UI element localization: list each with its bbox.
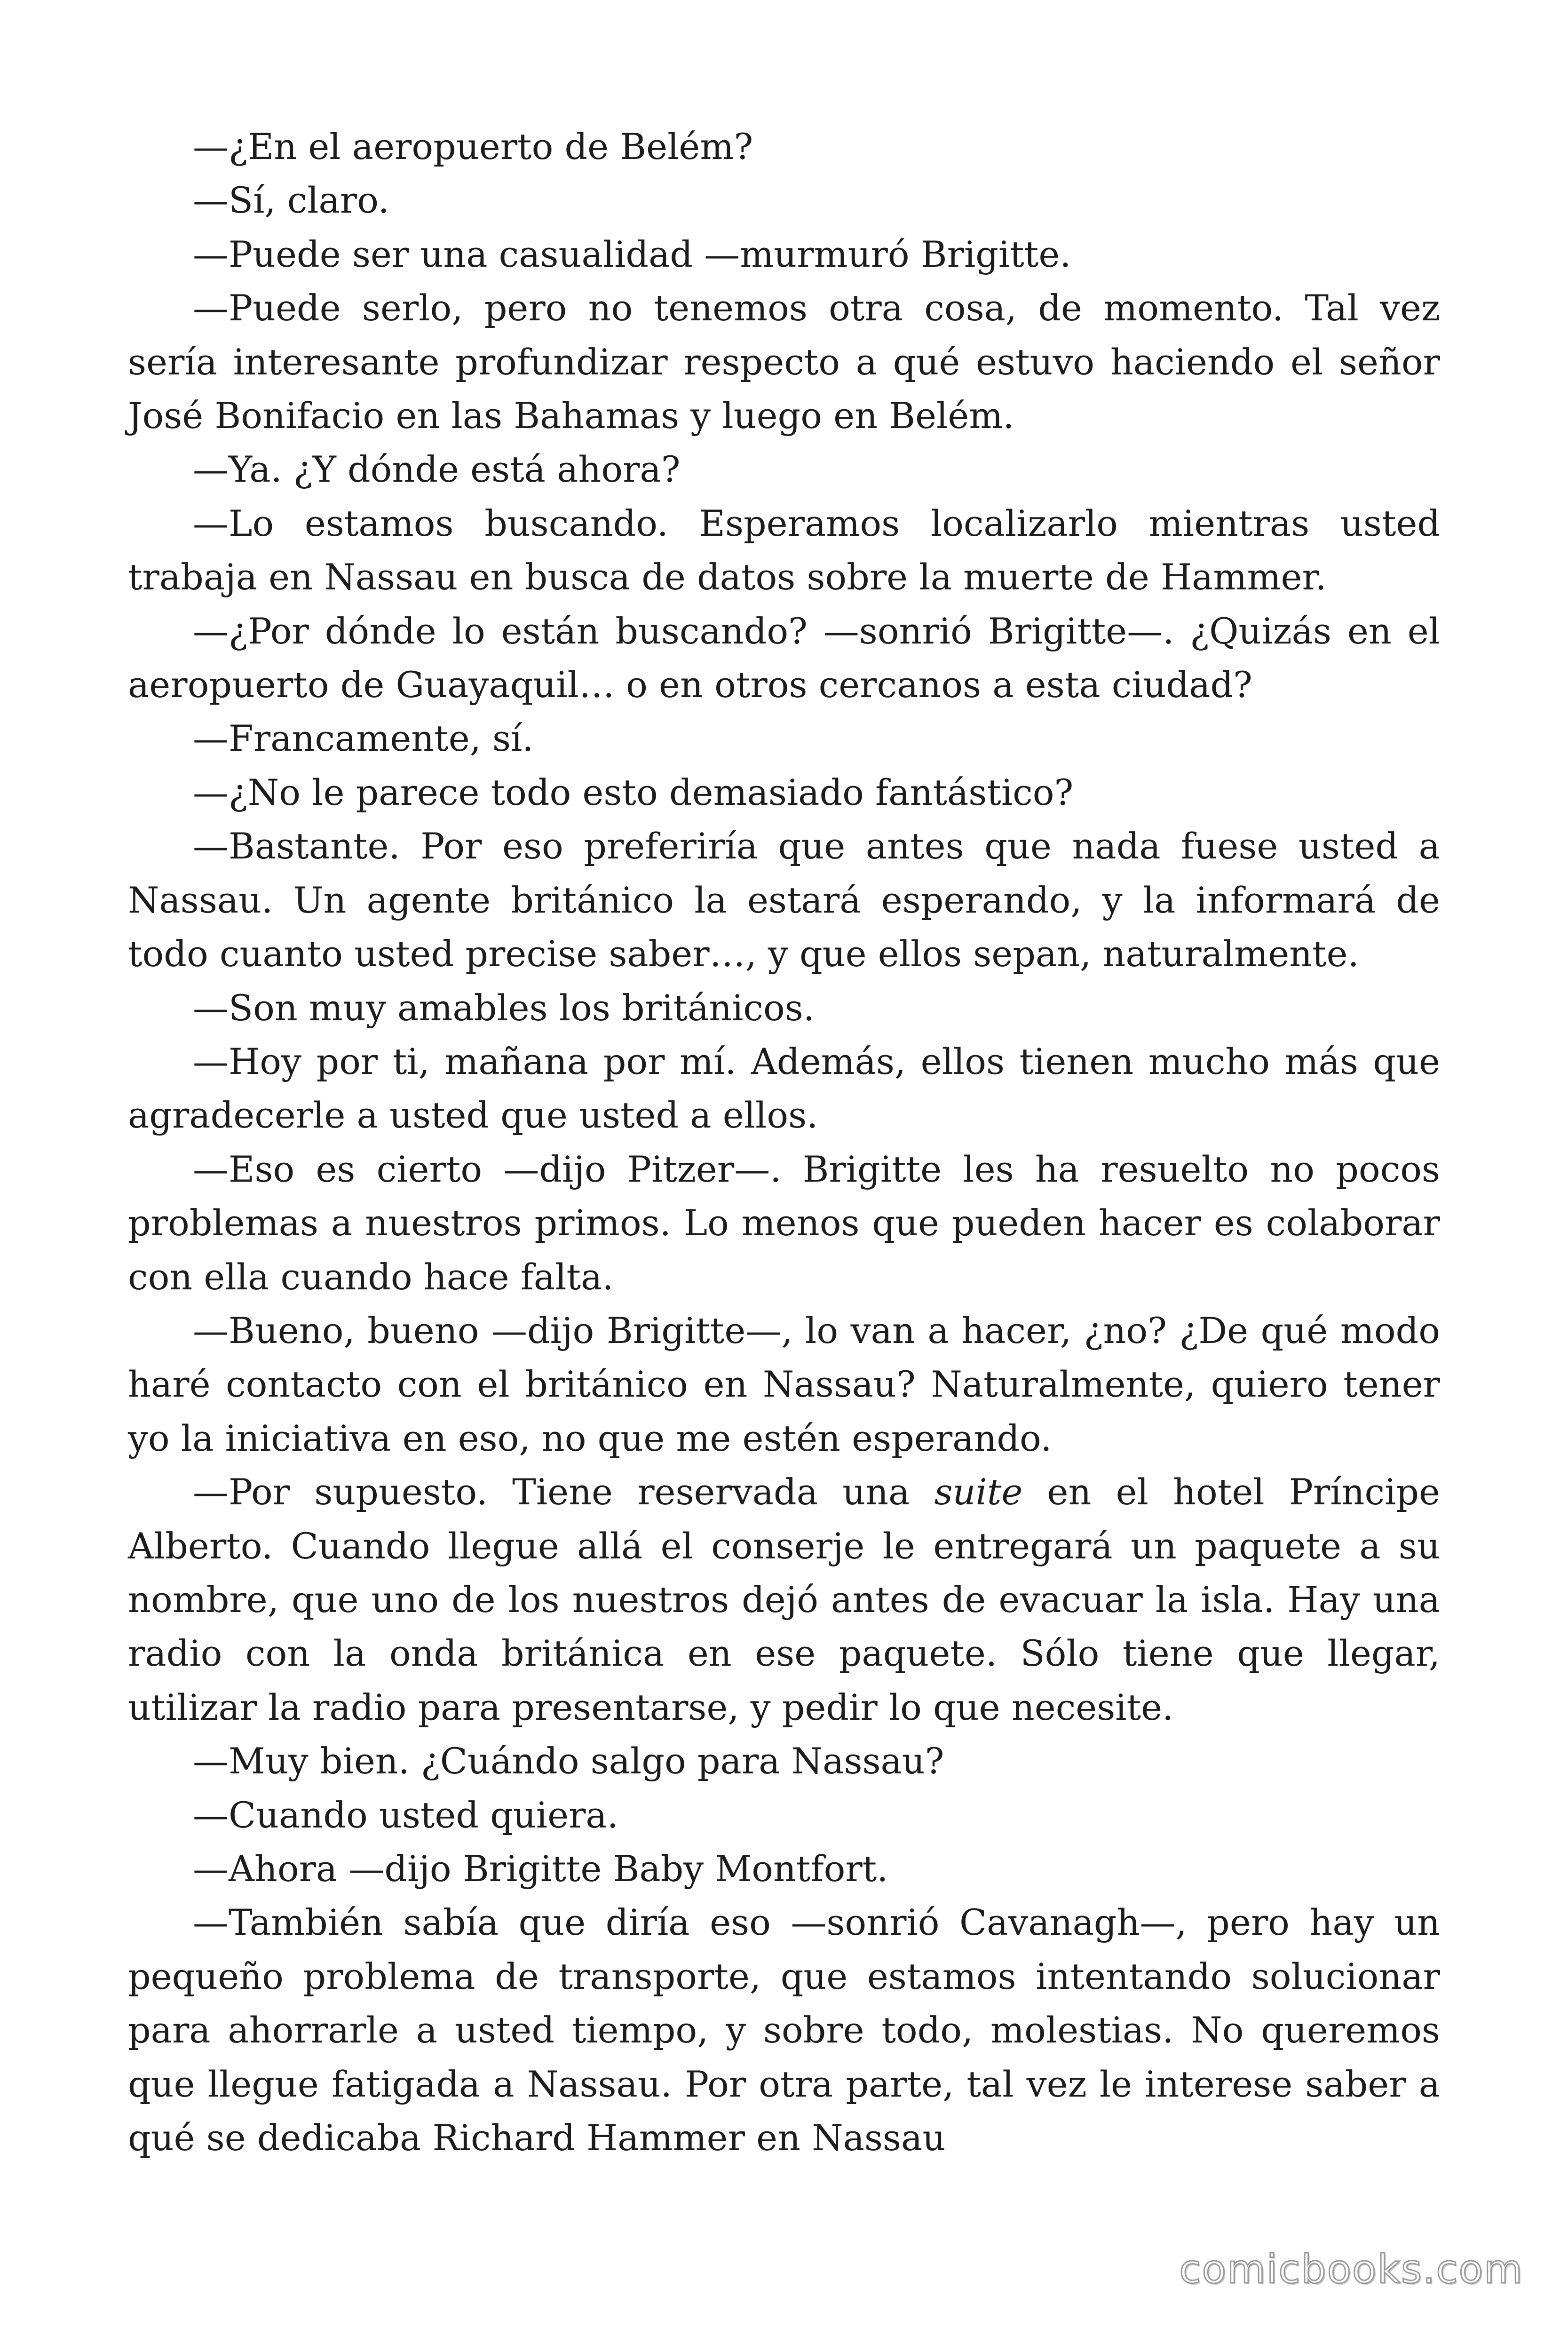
- paragraph-10: —Bastante. Por eso preferiría que antes que nada fuese usted a Nassau. Un agente británico la estará esperando, y la informará de todo cuanto usted precise saber…, y que ellos sepan, naturalmente.: [128, 825, 1440, 975]
- book-page-text: [128, 120, 1440, 2165]
- paragraph-8: —Francamente, sí.: [193, 717, 534, 760]
- paragraph-1: —¿En el aeropuerto de Belém?: [193, 126, 753, 167]
- paragraph-9: —¿No le parece todo esto demasiado fantástico?: [193, 771, 1074, 813]
- paragraph-14: —Bueno, bueno —dijo Brigitte—, lo van a hacer, ¿no? ¿De qué modo haré contacto con el británico en Nassau? Naturalmente, quiero tener yo la iniciativa en eso, no que me estén esperando.: [128, 1309, 1440, 1459]
- paragraph-11: —Son muy amables los británicos.: [193, 986, 815, 1029]
- paragraph-18: —Ahora —dijo Brigitte Baby Montfort.: [193, 1848, 888, 1890]
- paragraph-2: —Sí, claro.: [193, 179, 389, 222]
- paragraph-16: —Muy bien. ¿Cuándo salgo para Nassau?: [193, 1740, 944, 1782]
- paragraph-15: [128, 1465, 1440, 1734]
- watermark: comicbooks.com: [1179, 2246, 1523, 2292]
- italic-word-suite: suite: [934, 1471, 1023, 1513]
- paragraph-7: —¿Por dónde lo están buscando? —sonrió Brigitte—. ¿Quizás en el aeropuerto de Guayaquil… o en otros cercanos a esta ciudad?: [128, 610, 1440, 706]
- paragraph-5: —Ya. ¿Y dónde está ahora?: [193, 448, 681, 491]
- paragraph-6: —Lo estamos buscando. Esperamos localizarlo mientras usted trabaja en Nassau en busca de datos sobre la muerte de Hammer.: [128, 502, 1440, 598]
- paragraph-13: —Eso es cierto —dijo Pitzer—. Brigitte les ha resuelto no pocos problemas a nuestros primos. Lo menos que pueden hacer es colaborar con ella cuando hace falta.: [128, 1148, 1440, 1298]
- paragraph-15-start: —Por supuesto. Tiene reservada una: [193, 1471, 934, 1513]
- paragraph-3: —Puede ser una casualidad —murmuró Brigitte.: [193, 233, 1071, 275]
- paragraph-15-end: en el hotel Príncipe Alberto. Cuando llegue allá el conserje le entregará un paquete a su nombre, que uno de los nuestros dejó antes de evacuar la isla. Hay una radio con la onda británica en ese paquete. Sólo tiene que llegar, utilizar la radio para presentarse, y pedir lo que necesite.: [128, 1471, 1440, 1728]
- paragraph-17: —Cuando usted quiera.: [193, 1794, 618, 1836]
- paragraph-4: —Puede serlo, pero no tenemos otra cosa, de momento. Tal vez sería interesante profundizar respecto a qué estuvo haciendo el señor José Bonifacio en las Bahamas y luego en Belém.: [128, 287, 1440, 437]
- paragraph-19: —También sabía que diría eso —sonrió Cavanagh—, pero hay un pequeño problema de transporte, que estamos intentando solucionar para ahorrarle a usted tiempo, y sobre todo, molestias. No queremos que llegue fatigada a Nassau. Por otra parte, tal vez le interese saber a qué se dedicaba Richard Hammer en Nassau: [128, 1901, 1440, 2159]
- paragraph-12: —Hoy por ti, mañana por mí. Además, ellos tienen mucho más que agradecerle a usted que usted a ellos.: [128, 1040, 1440, 1136]
